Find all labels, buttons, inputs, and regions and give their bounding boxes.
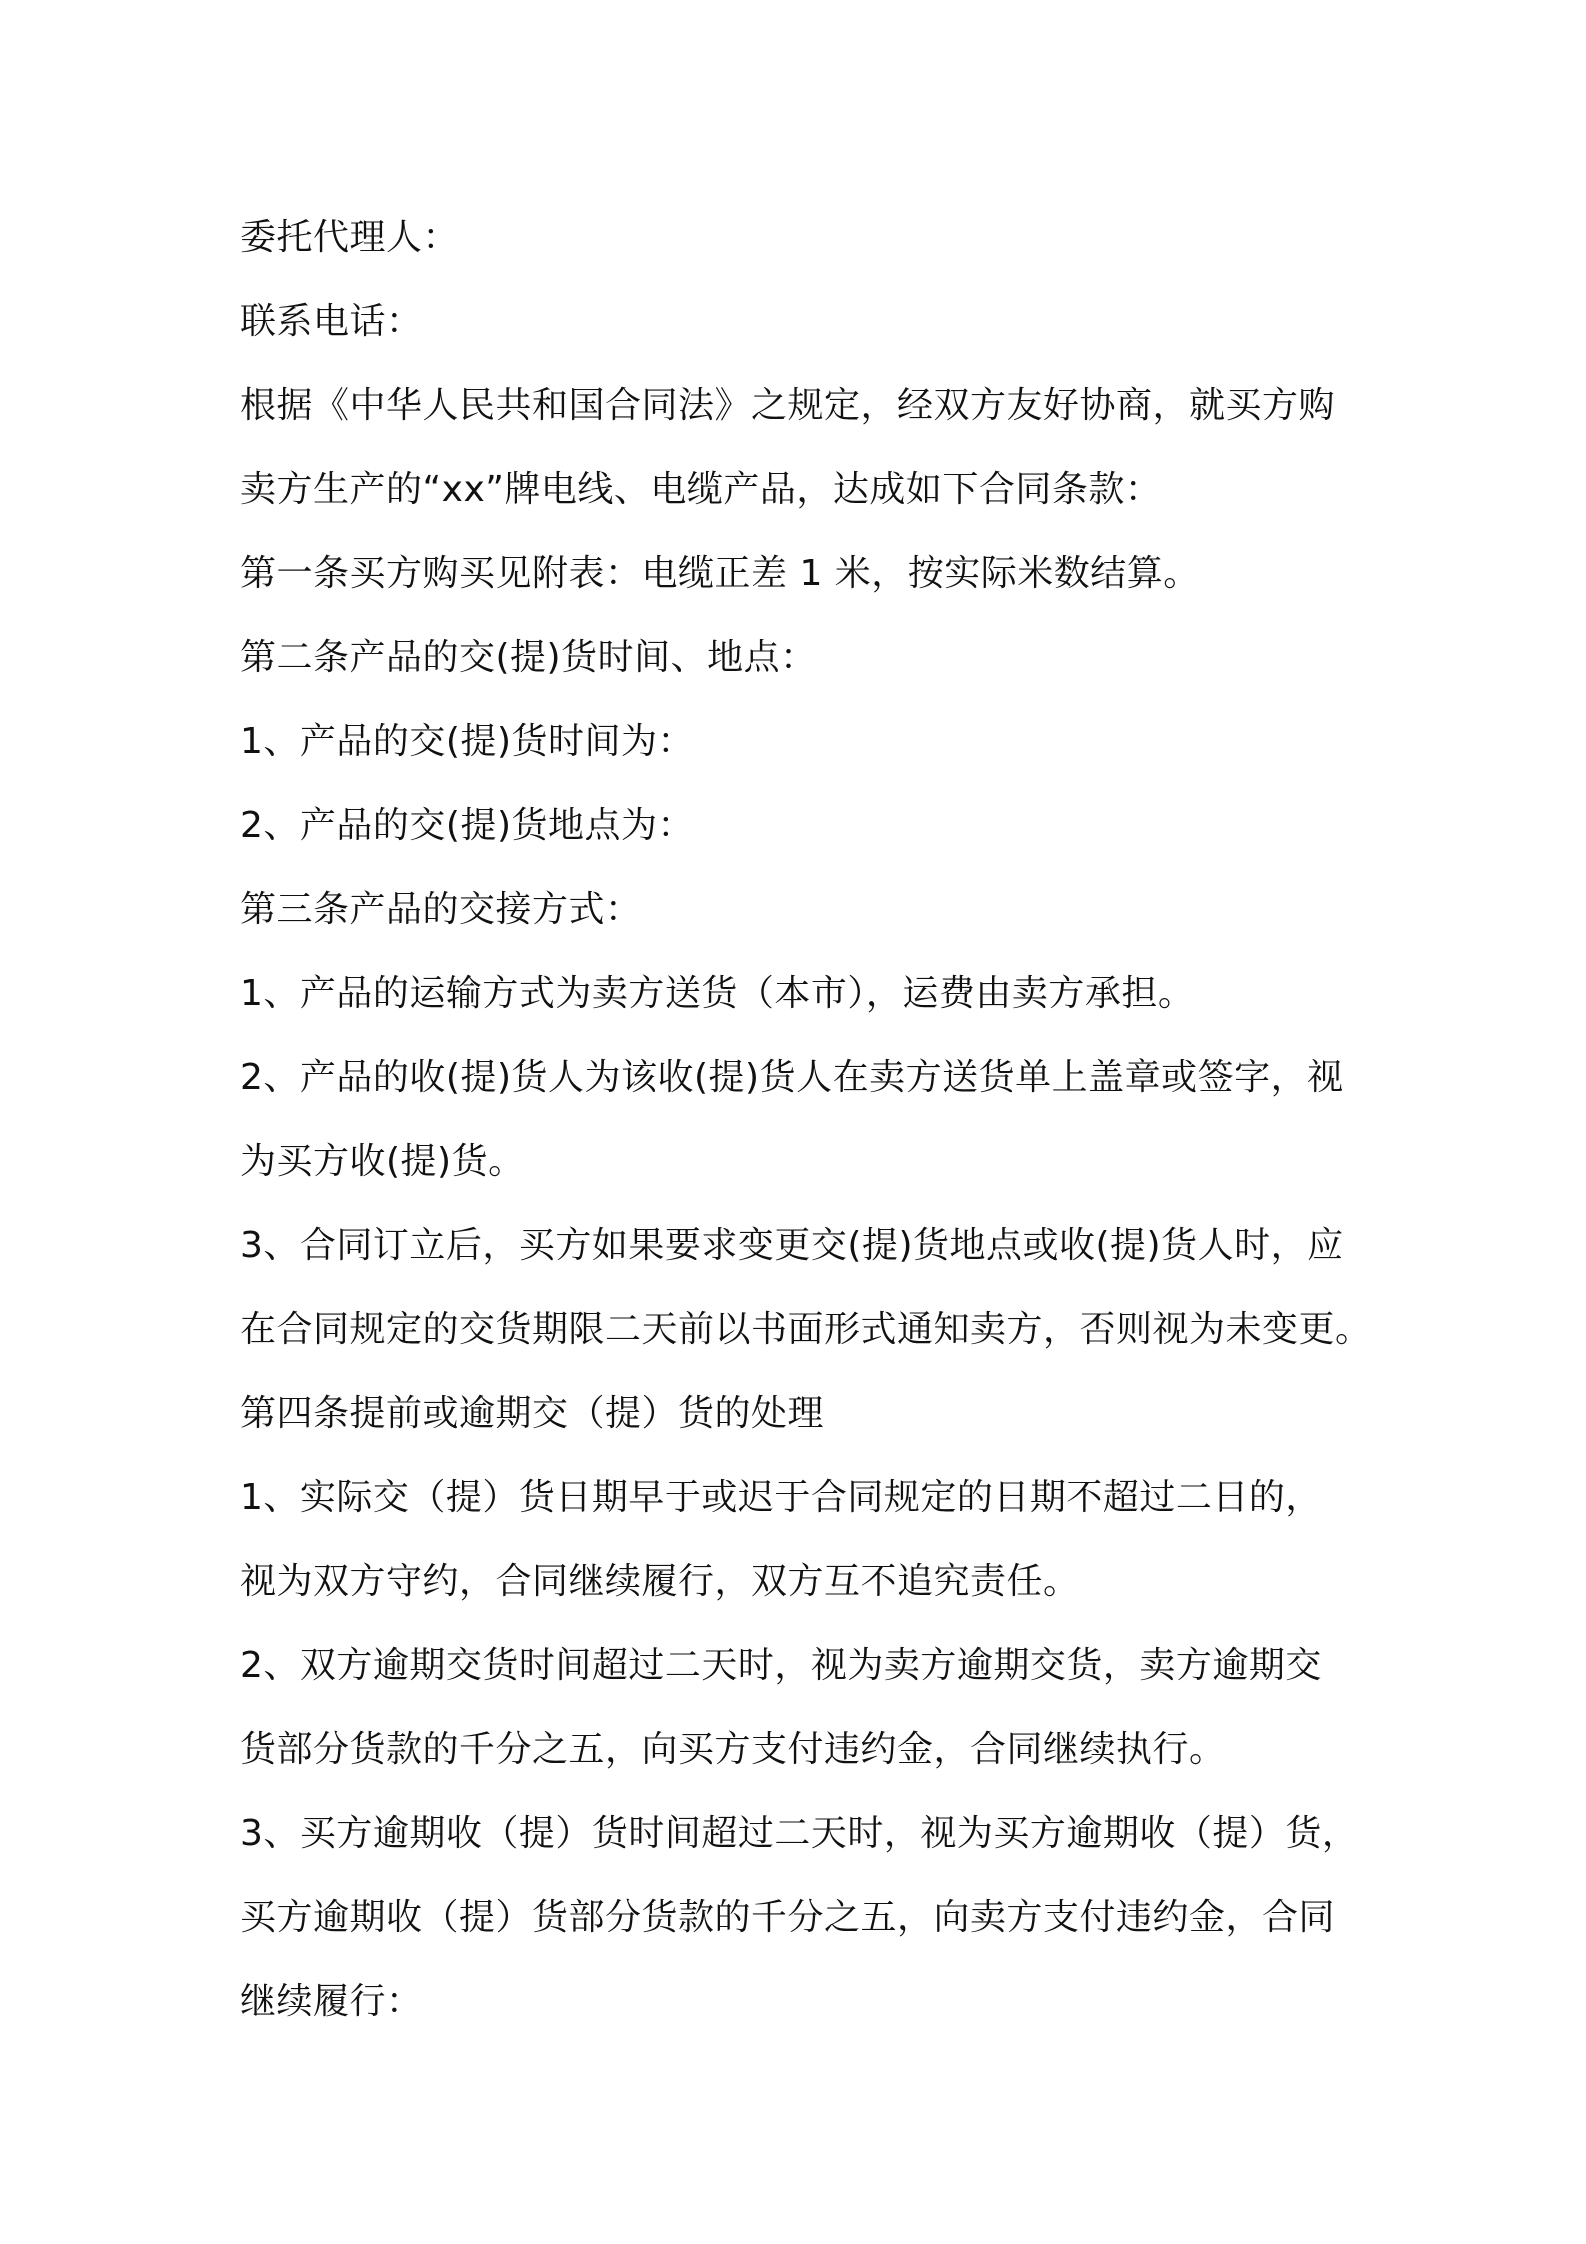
article-3-heading: 第三条产品的交接方式：	[240, 889, 642, 930]
article-1: 第一条买方购买见附表：电缆正差 1 米，按实际米数结算。	[240, 553, 1200, 594]
article-4-item-3-line-1: 3、买方逾期收（提）货时间超过二天时，视为买方逾期收（提）货，	[240, 1813, 1359, 1854]
article-3-item-3-line-2: 在合同规定的交货期限二天前以书面形式通知卖方，否则视为未变更。	[240, 1309, 1372, 1350]
article-3-item-2-line-2: 为买方收(提)货。	[240, 1141, 525, 1182]
article-4-item-2-line-1: 2、双方逾期交货时间超过二天时，视为卖方逾期交货，卖方逾期交	[240, 1645, 1322, 1686]
article-2-heading: 第二条产品的交(提)货时间、地点：	[240, 637, 817, 678]
document-body	[240, 196, 1370, 2044]
article-4-item-1-line-2: 视为双方守约，合同继续履行，双方互不追究责任。	[240, 1561, 1080, 1602]
article-3-item-2-line-1: 2、产品的收(提)货人为该收(提)货人在卖方送货单上盖章或签字，视	[240, 1057, 1344, 1098]
article-4-heading: 第四条提前或逾期交（提）货的处理	[240, 1393, 825, 1434]
agent-label: 委托代理人：	[240, 217, 460, 258]
article-3-item-3-line-1: 3、合同订立后，买方如果要求变更交(提)货地点或收(提)货人时，应	[240, 1225, 1344, 1266]
article-4-item-1-line-1: 1、实际交（提）货日期早于或迟于合同规定的日期不超过二日的，	[240, 1477, 1322, 1518]
article-3-item-1: 1、产品的运输方式为卖方送货（本市），运费由卖方承担。	[240, 973, 1195, 1014]
article-4-item-3-line-2: 买方逾期收（提）货部分货款的千分之五，向卖方支付违约金，合同	[240, 1897, 1336, 1938]
article-4-item-3-line-3: 继续履行：	[240, 1981, 423, 2022]
preamble-line-1: 根据《中华人民共和国合同法》之规定，经双方友好协商，就买方购	[240, 385, 1336, 426]
article-2-item-2: 2、产品的交(提)货地点为：	[240, 805, 694, 846]
preamble-line-2: 卖方生产的“xx”牌电线、电缆产品，达成如下合同条款：	[240, 469, 1162, 510]
article-4-item-2-line-2: 货部分货款的千分之五，向买方支付违约金，合同继续执行。	[240, 1729, 1226, 1770]
article-2-item-1: 1、产品的交(提)货时间为：	[240, 721, 694, 762]
phone-label: 联系电话：	[240, 301, 423, 342]
